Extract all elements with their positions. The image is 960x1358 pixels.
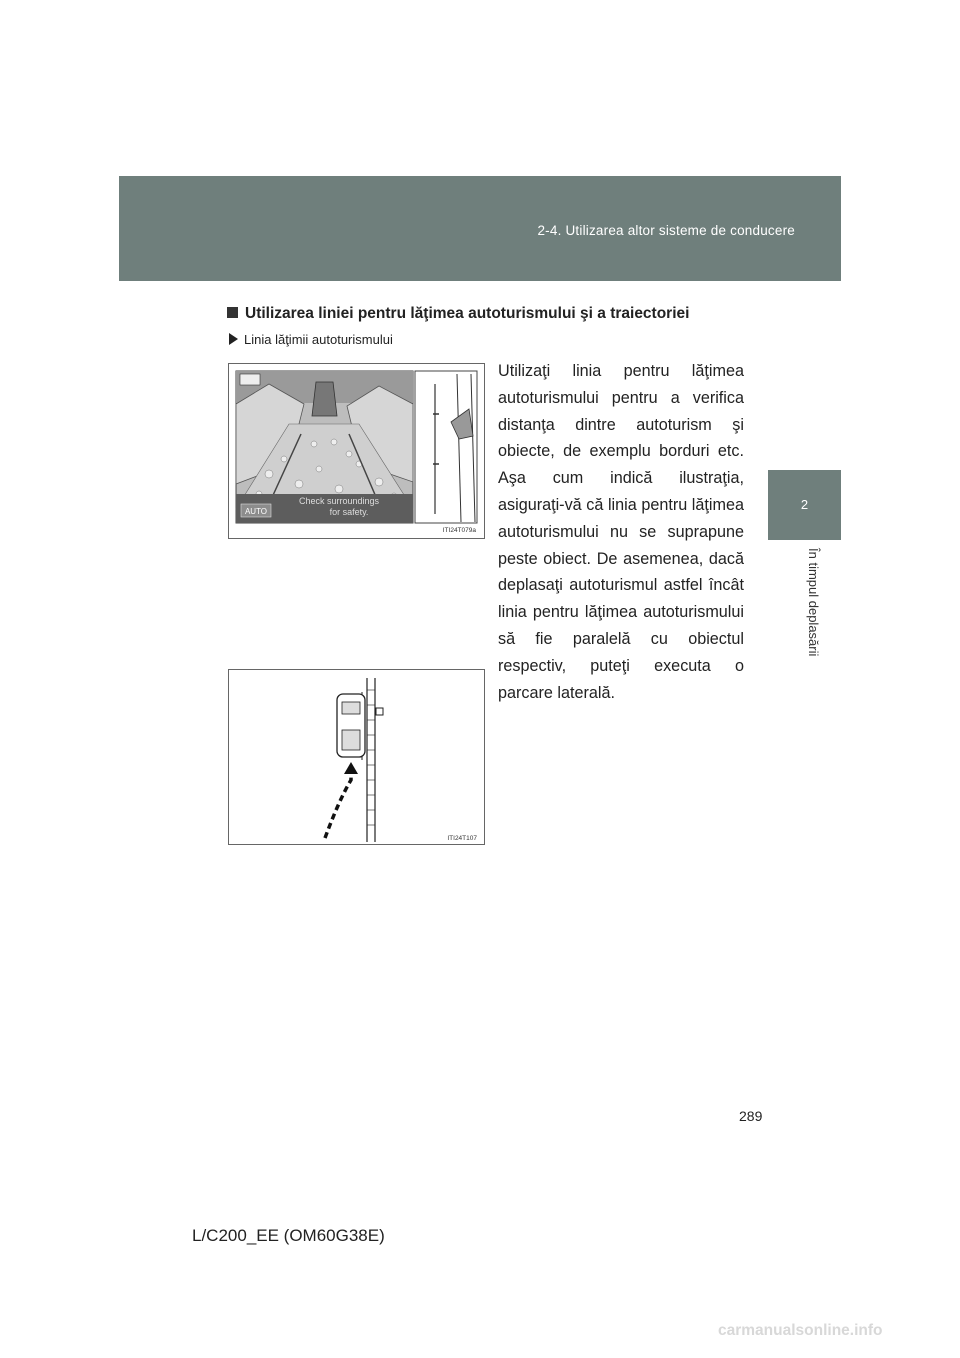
side-parking-illustration bbox=[229, 670, 484, 844]
subsection-title bbox=[229, 332, 393, 347]
screen-message-line1: Check surroundings bbox=[298, 496, 380, 506]
section-header: 2-4. Utilizarea altor sisteme de conducere bbox=[537, 223, 795, 238]
auto-button-label: AUTO bbox=[244, 507, 268, 516]
chapter-title: În timpul deplasării bbox=[806, 548, 821, 657]
watermark: carmanualsonline.info bbox=[718, 1322, 883, 1339]
footer-model-code: L/C200_EE (OM60G38E) bbox=[192, 1226, 385, 1245]
figure-camera-view bbox=[228, 363, 485, 539]
screen-message-line2: for safety. bbox=[329, 507, 369, 517]
figure2-code: ITI24T107 bbox=[447, 835, 477, 842]
camera-view-icon bbox=[240, 374, 260, 385]
chapter-number: 2 bbox=[800, 497, 809, 512]
triangle-bullet-icon bbox=[229, 333, 238, 345]
figure-side-parking bbox=[228, 669, 485, 845]
section-title bbox=[227, 305, 689, 323]
camera-view-illustration bbox=[229, 364, 484, 538]
section-title-text: Utilizarea liniei pentru lăţimea autoturismului şi a traiectoriei bbox=[245, 305, 690, 322]
header-band bbox=[119, 176, 841, 281]
page-number: 289 bbox=[739, 1108, 763, 1124]
subsection-title-text: Linia lăţimii autoturismului bbox=[244, 332, 393, 347]
square-bullet-icon bbox=[227, 307, 238, 318]
figure1-code: ITI24T079a bbox=[442, 527, 476, 534]
body-paragraph: Utilizaţi linia pentru lăţimea autoturismului pentru a verifica distanţa dintre autoturism şi obiecte, de exemplu borduri etc. Aşa cum indică ilustraţia, asiguraţi-vă că linia pentru lăţimea autoturismului nu se suprapune peste obiect. De asemenea, dacă deplasaţi autoturismul astfel încât linia pentru lăţimea autoturismului să fie paralelă cu obiectul respectiv, puteţi executa o parcare laterală. bbox=[498, 362, 744, 702]
chapter-tab bbox=[768, 470, 841, 540]
